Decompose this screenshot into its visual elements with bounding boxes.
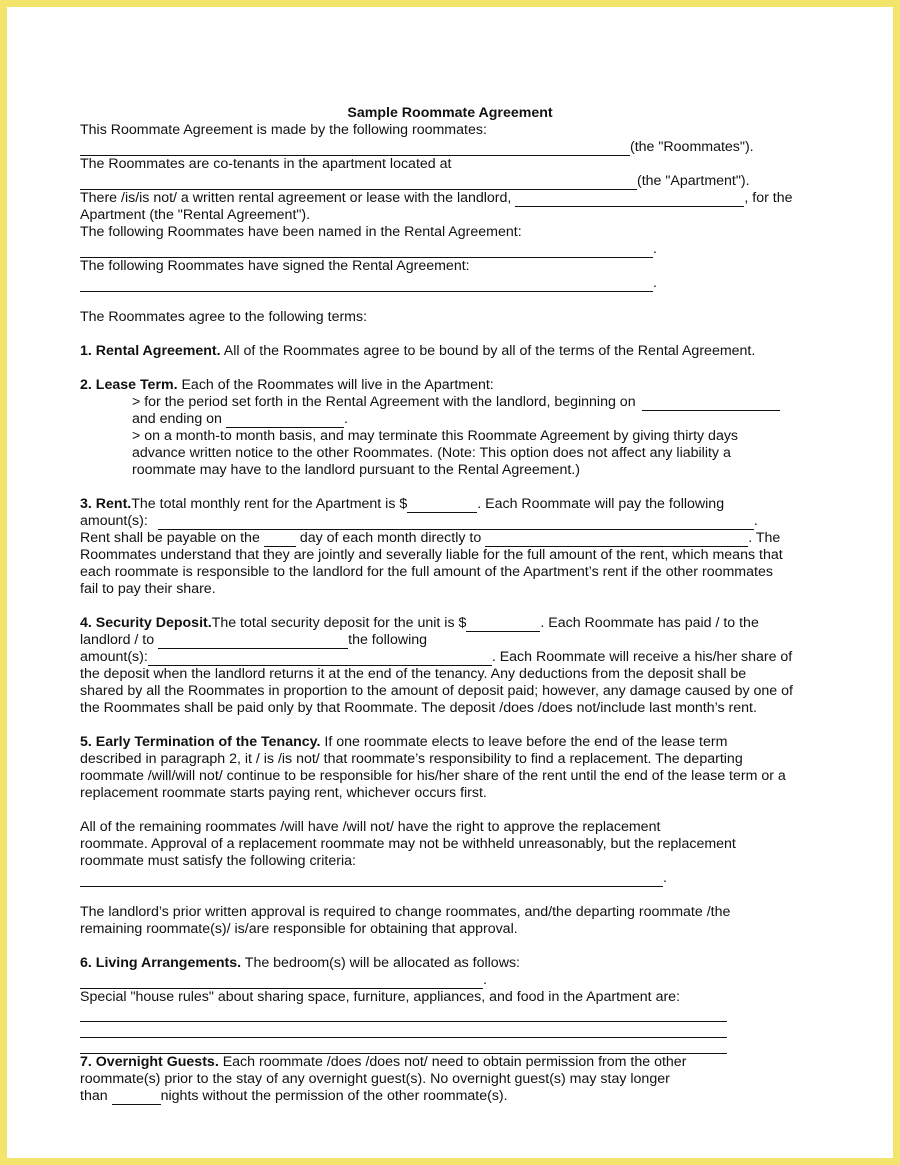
section-2: 2. Lease Term. Each of the Roommates will live in the Apartment: <box>80 377 494 393</box>
agreement-body <box>80 105 840 1105</box>
lease-line: There /is/is not/ a written rental agreement or lease with the landlord, , for the <box>80 190 793 206</box>
signed-roommates-label: The following Roommates have signed the Rental Agreement: <box>80 258 470 274</box>
deposit-l4: the deposit when the landlord returns it at the end of the tenancy. Any deductions from the deposit shall be <box>80 666 747 682</box>
section-4-heading: 4. Security Deposit. <box>80 615 212 631</box>
rent-payable-line: Rent shall be payable on the day of each month directly to . The <box>80 530 781 546</box>
deposit-payee-blank[interactable] <box>158 635 348 649</box>
lease-option-2-l2: advance written notice to the other Roommates. (Note: This option does not affect any liability a <box>132 445 731 461</box>
agree-terms: The Roommates agree to the following terms: <box>80 309 368 325</box>
intro-made-by: This Roommate Agreement is made by the following roommates: <box>80 122 487 138</box>
apartment-blank[interactable] <box>80 176 637 190</box>
document-page <box>7 7 893 1158</box>
section-6-heading: 6. Living Arrangements. <box>80 955 242 971</box>
termination-l2: described in paragraph 2, it / is /is not/ that roommate’s responsibility to find a replacement. The departing <box>80 751 743 767</box>
deposit-amounts-blank[interactable] <box>148 652 492 666</box>
intro-cotenants: The Roommates are co-tenants in the apartment located at <box>80 156 452 172</box>
apartment-line[interactable]: (the "Apartment"). <box>80 173 840 190</box>
house-rules-blank-3[interactable] <box>80 1038 727 1054</box>
section-3-heading: 3. Rent. <box>80 496 132 512</box>
payable-day-blank[interactable] <box>264 533 296 547</box>
replacement-l1: All of the remaining roommates /will have /will not/ have the right to approve the replacement <box>80 819 661 835</box>
termination-l4: replacement roommate starts paying rent, whichever occurs first. <box>80 785 487 801</box>
rent-l3: Roommates understand that they are jointly and severally liable for the full amount of the rent, which means that <box>80 547 783 563</box>
guests-l3: than nights without the permission of the other roommate(s). <box>80 1088 508 1104</box>
deposit-payee-line: landlord / to the following <box>80 632 428 648</box>
criteria-line[interactable]: . <box>80 870 840 887</box>
rent-l5: fail to pay their share. <box>80 581 216 597</box>
deposit-amounts-line: amount(s): . Each Roommate will receive a his/her share of <box>80 649 793 665</box>
section-4: 4. Security Deposit. The total security deposit for the unit is $ . Each Roommate has paid / to the <box>80 615 759 631</box>
lease-option-2-l1: > on a month-to month basis, and may terminate this Roommate Agreement by giving thirty days <box>132 428 739 444</box>
deposit-l6: the Roommates shall be paid only by that Roommate. The deposit /does /does not/include last month’s rent. <box>80 700 757 716</box>
begin-date-blank[interactable] <box>642 397 780 411</box>
section-7: 7. Overnight Guests. Each roommate /does /does not/ need to obtain permission from the other <box>80 1054 687 1070</box>
guests-l2: roommate(s) prior to the stay of any overnight guest(s). No overnight guest(s) may stay longer <box>80 1071 670 1087</box>
end-date-blank[interactable] <box>226 414 344 428</box>
lease-option-1-end: and ending on . <box>132 411 348 427</box>
payee-blank[interactable] <box>485 533 748 547</box>
rent-l4: each roommate is responsible to the landlord for the full amount of the Apartment’s rent if the other roommates <box>80 564 773 580</box>
signed-roommates-blank[interactable] <box>80 278 653 292</box>
section-6: 6. Living Arrangements. The bedroom(s) will be allocated as follows: <box>80 955 520 971</box>
house-rules-blank-1[interactable] <box>80 1006 727 1022</box>
named-roommates-blank[interactable] <box>80 244 653 258</box>
roommates-blank[interactable] <box>80 142 630 156</box>
named-roommates-line[interactable]: . <box>80 241 840 258</box>
bedroom-allocation-blank[interactable] <box>80 975 483 989</box>
house-rules-label: Special "house rules" about sharing space, furniture, appliances, and food in the Apartment are: <box>80 989 681 1005</box>
deposit-l5: shared by all the Roommates in proportion to the amount of deposit paid; however, any damage caused by one of <box>80 683 793 699</box>
lease-option-2-l3: roommate may have to the landlord pursuant to the Rental Agreement.) <box>132 462 580 478</box>
house-rules-blank-2[interactable] <box>80 1022 727 1038</box>
section-2-heading: 2. Lease Term. <box>80 377 178 393</box>
page-title: Sample Roommate Agreement <box>347 105 553 121</box>
termination-l3: roommate /will/will not/ continue to be responsible for his/her share of the rent until the end of the lease term or a <box>80 768 786 784</box>
section-5-heading: 5. Early Termination of the Tenancy. <box>80 734 321 750</box>
landlord-blank[interactable] <box>515 193 744 207</box>
section-1-heading: 1. Rental Agreement. <box>80 343 221 359</box>
section-7-heading: 7. Overnight Guests. <box>80 1054 219 1070</box>
named-roommates-label: The following Roommates have been named in the Rental Agreement: <box>80 224 522 240</box>
lease-line2: Apartment (the "Rental Agreement"). <box>80 207 311 223</box>
criteria-blank[interactable] <box>80 873 663 887</box>
section-3: 3. Rent. The total monthly rent for the Apartment is $ . Each Roommate will pay the following <box>80 496 725 512</box>
rent-amounts-line: amount(s): . <box>80 513 758 529</box>
deposit-total-blank[interactable] <box>466 618 540 632</box>
monthly-rent-blank[interactable] <box>407 499 477 513</box>
section-5: 5. Early Termination of the Tenancy. If one roommate elects to leave before the end of the lease term <box>80 734 728 750</box>
bedroom-allocation-line[interactable]: . <box>80 972 840 989</box>
section-1: 1. Rental Agreement. All of the Roommates agree to be bound by all of the terms of the Rental Agreement. <box>80 343 756 359</box>
landlord-approval-l2: remaining roommate(s)/ is/are responsible for obtaining that approval. <box>80 921 518 937</box>
replacement-l3: roommate must satisfy the following criteria: <box>80 853 356 869</box>
lease-option-1: > for the period set forth in the Rental Agreement with the landlord, beginning on <box>80 394 840 411</box>
landlord-approval-l1: The landlord’s prior written approval is required to change roommates, and/the departing roommate /the <box>80 904 731 920</box>
guest-nights-blank[interactable] <box>112 1091 161 1105</box>
rent-amounts-blank[interactable] <box>158 516 754 530</box>
signed-roommates-line[interactable]: . <box>80 275 840 292</box>
roommates-line[interactable]: (the "Roommates"). <box>80 139 840 156</box>
replacement-l2: roommate. Approval of a replacement roommate may not be withheld unreasonably, but the replacement <box>80 836 736 852</box>
